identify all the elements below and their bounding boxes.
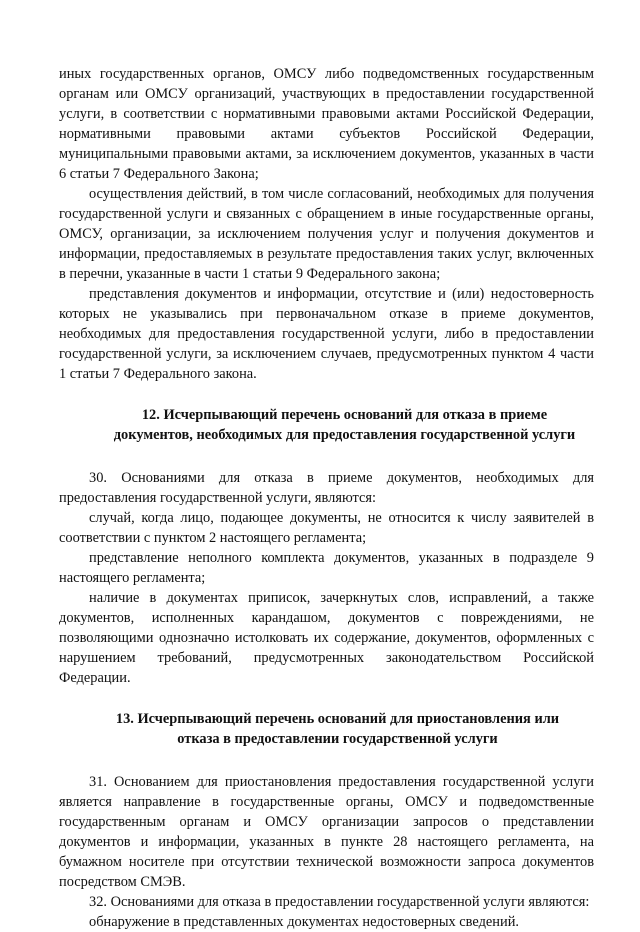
paragraph-32-case-1: обнаружение в представленных документах недостоверных сведений. <box>89 914 519 930</box>
paragraph-30-case-2: представление неполного комплекта документов, указанных в подразделе 9 настоящего регламента; <box>59 550 594 586</box>
paragraph-32: 32. Основаниями для отказа в предоставлении государственной услуги являются: <box>89 894 590 910</box>
section-13-heading-line2: отказа в предоставлении государственной услуги <box>177 731 498 747</box>
paragraph-31: 31. Основанием для приостановления предоставления государственной услуги является направление в государственные органы, ОМСУ и подведомственные государственным органам и ОМСУ организации запросов о представлении документов и информации, указанных в пункте 28 настоящего регламента, на бумажном носителе при отсутствии технической возможности запроса документов посредством СМЭВ. <box>59 774 594 890</box>
paragraph-30-case-1: случай, когда лицо, подающее документы, не относится к числу заявителей в соответствии с пунктом 2 настоящего регламента; <box>59 510 594 546</box>
document-body <box>59 64 594 932</box>
section-13-heading <box>59 709 594 749</box>
paragraph-30-case-3: наличие в документах приписок, зачеркнутых слов, исправлений, а также документов, исполненных карандашом, документов с повреждениями, не позволяющими однозначно истолковать их содержание, документов, оформленных с нарушением требований, предусмотренных законодательством Российской Федерации. <box>59 590 594 686</box>
paragraph-actions: осуществления действий, в том числе согласований, необходимых для получения государственной услуги и связанных с обращением в иные государственные органы, ОМСУ, организации, за исключением получения услуг и получения документов и информации, предоставляемых в результате предоставления таких услуг, включенных в перечни, указанные в части 1 статьи 9 Федерального закона; <box>59 186 594 282</box>
paragraph-continuation: иных государственных органов, ОМСУ либо подведомственных государственным органам или ОМСУ организаций, участвующих в предоставлении государственной услуги, в соответствии с нормативными правовыми актами Российской Федерации, нормативными правовыми актами субъектов Российской Федерации, муниципальными правовыми актами, за исключением документов, указанных в части 6 статьи 7 Федерального Закона; <box>59 66 594 182</box>
section-13-heading-line1: 13. Исчерпывающий перечень оснований для приостановления или <box>115 711 560 727</box>
section-12-heading-line1: 12. Исчерпывающий перечень оснований для отказа в приеме <box>141 407 548 423</box>
section-12-heading-line2: документов, необходимых для предоставления государственной услуги <box>113 427 576 443</box>
section-12-heading <box>59 405 594 445</box>
paragraph-submission: представления документов и информации, отсутствие и (или) недостоверность которых не указывались при первоначальном отказе в приеме документов, необходимых для предоставления государственной услуги, либо в предоставлении государственной услуги, за исключением случаев, предусмотренных пунктом 4 части 1 статьи 7 Федерального закона. <box>59 286 594 382</box>
paragraph-30: 30. Основаниями для отказа в приеме документов, необходимых для предоставления государственной услуги, являются: <box>59 470 594 506</box>
